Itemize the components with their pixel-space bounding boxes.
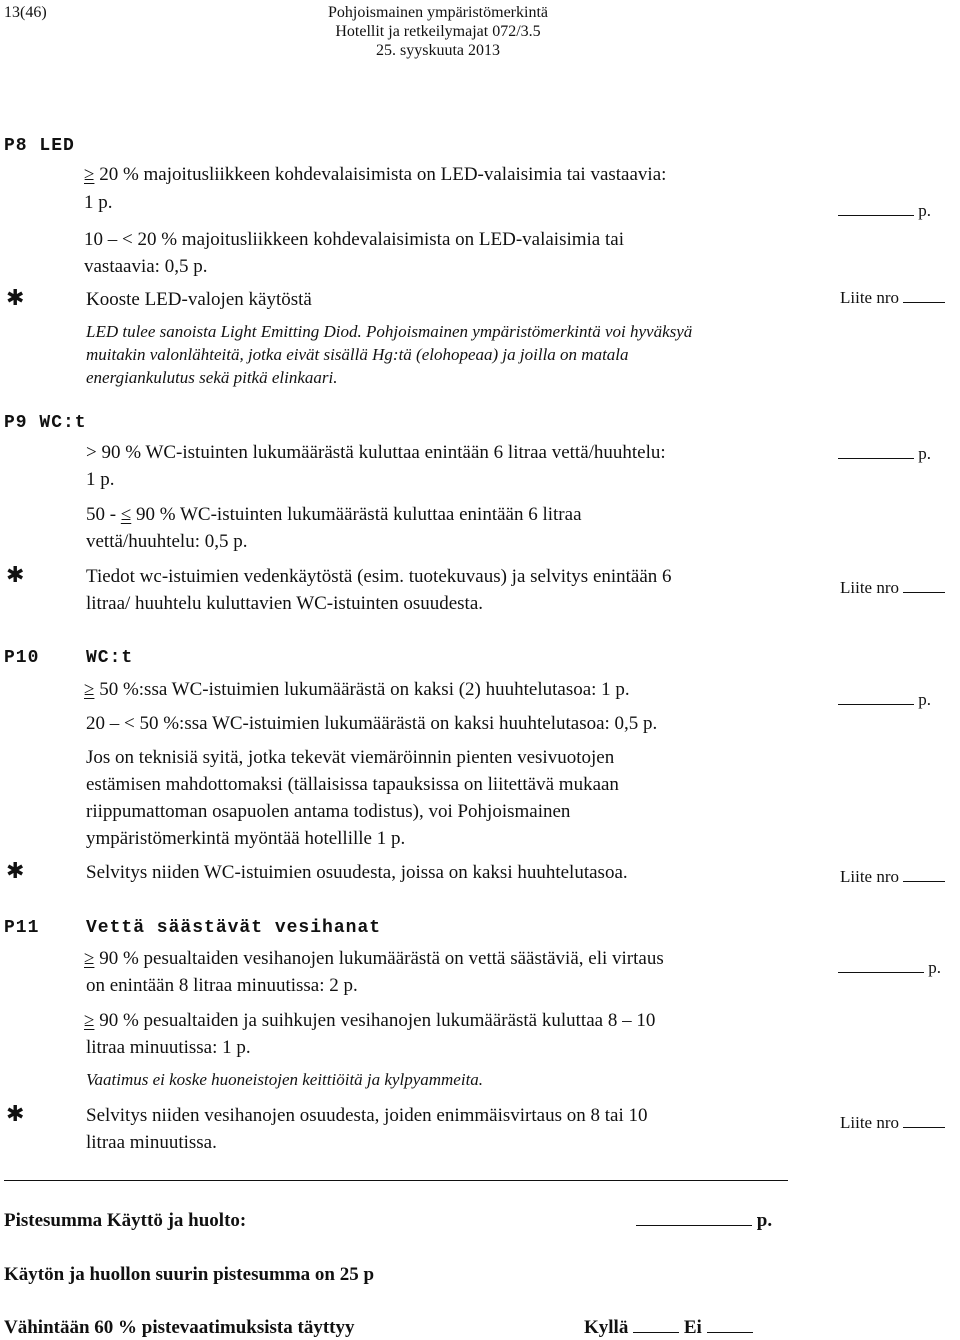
attachment-label: Liite nro bbox=[840, 1113, 900, 1132]
points-suffix: p. bbox=[928, 958, 941, 977]
p8-note-line3: energiankulutus sekä pitkä elinkaari. bbox=[86, 368, 338, 387]
attachment-blank[interactable] bbox=[903, 288, 945, 303]
doc-date: 25. syyskuuta 2013 bbox=[376, 42, 500, 59]
p9-attachment-field[interactable] bbox=[840, 578, 945, 598]
p11-req2-points: litraa minuutissa: 1 p. bbox=[86, 1037, 251, 1058]
section-code-p9: P9 WC:t bbox=[4, 413, 87, 433]
p8-documentation: Kooste LED-valojen käytöstä bbox=[86, 289, 312, 310]
p9-req1: > 90 % WC-istuinten lukumäärästä kuluttaa enintään 6 litraa vettä/huuhtelu: bbox=[86, 442, 666, 463]
score-sum-suffix: p. bbox=[756, 1210, 773, 1231]
section-code-p8: P8 LED bbox=[4, 136, 75, 156]
score-sum-blank[interactable] bbox=[636, 1211, 752, 1226]
ge-symbol: ≥ bbox=[84, 1010, 95, 1031]
points-blank[interactable] bbox=[838, 444, 914, 459]
p9-req2-points: vettä/huuhtelu: 0,5 p. bbox=[86, 531, 248, 552]
score-sum-field[interactable] bbox=[636, 1210, 772, 1232]
p9-req1-points: 1 p. bbox=[86, 469, 115, 490]
points-blank[interactable] bbox=[838, 201, 914, 216]
attachment-label: Liite nro bbox=[840, 288, 900, 307]
ge-symbol: ≥ bbox=[84, 164, 95, 185]
p9-documentation-line2: litraa/ huuhtelu kuluttavien WC-istuinten osuudesta. bbox=[86, 593, 483, 614]
p11-points-field[interactable] bbox=[838, 958, 941, 978]
p11-req1 bbox=[84, 948, 664, 970]
p11-req2-text: 90 % pesualtaiden ja suihkujen vesihanojen lukumäärästä kuluttaa 8 – 10 bbox=[94, 1010, 656, 1031]
p11-documentation-line2: litraa minuutissa. bbox=[86, 1132, 217, 1153]
p11-heading: Vettä säästävät vesihanat bbox=[86, 918, 382, 938]
section-code-p10: P10 bbox=[4, 648, 40, 668]
p9-req2-pre: 50 - bbox=[86, 504, 121, 525]
checkbox-icon: ✱ bbox=[6, 1102, 25, 1127]
no-label: Ei bbox=[683, 1317, 702, 1338]
attachment-blank[interactable] bbox=[903, 1113, 945, 1128]
points-blank[interactable] bbox=[838, 958, 924, 973]
yes-blank[interactable] bbox=[633, 1318, 679, 1333]
checkbox-icon: ✱ bbox=[6, 563, 25, 588]
p10-para-line2: estämisen mahdottomaksi (tällaisissa tapauksissa on liitettävä mukaan bbox=[86, 774, 619, 795]
p11-req2 bbox=[84, 1010, 655, 1032]
attachment-blank[interactable] bbox=[903, 867, 945, 882]
p11-note: Vaatimus ei koske huoneistojen keittiöitä ja kylpyammeita. bbox=[86, 1070, 484, 1089]
p8-attachment-field[interactable] bbox=[840, 288, 945, 308]
le-symbol: ≤ bbox=[120, 504, 132, 525]
p10-para-line1: Jos on teknisiä syitä, jotka tekevät viemäröinnin pienten vesivuotojen bbox=[86, 747, 615, 768]
p9-req2 bbox=[86, 504, 582, 526]
p10-documentation: Selvitys niiden WC-istuimien osuudesta, joissa on kaksi huuhtelutasoa. bbox=[86, 862, 628, 883]
p11-req1-points: on enintään 8 litraa minuutissa: 2 p. bbox=[86, 975, 358, 996]
p10-para-line3: riippumattoman osapuolen antama todistus), voi Pohjoismainen bbox=[86, 801, 571, 822]
max-score-label: Käytön ja huollon suurin pistesumma on 25 p bbox=[4, 1264, 375, 1285]
p8-req1-points: 1 p. bbox=[84, 192, 113, 213]
p9-req2-post: 90 % WC-istuinten lukumäärästä kuluttaa enintään 6 litraa bbox=[131, 504, 582, 525]
p8-note-line1: LED tulee sanoista Light Emitting Diod. Pohjoismainen ympäristömerkintä voi hyväksyä bbox=[86, 322, 693, 341]
min-requirement-label: Vähintään 60 % pistevaatimuksista täyttyy bbox=[4, 1317, 355, 1338]
p8-req2: 10 – < 20 % majoitusliikkeen kohdevalaisimista on LED-valaisimia tai bbox=[84, 229, 624, 250]
points-suffix: p. bbox=[918, 444, 931, 463]
p11-attachment-field[interactable] bbox=[840, 1113, 945, 1133]
yes-no-field[interactable] bbox=[584, 1317, 753, 1339]
p8-req1-text: 20 % majoitusliikkeen kohdevalaisimista on LED-valaisimia tai vastaavia: bbox=[94, 164, 667, 185]
footer-divider bbox=[4, 1180, 788, 1181]
p8-points-field[interactable] bbox=[838, 201, 931, 221]
score-sum-label: Pistesumma Käyttö ja huolto: bbox=[4, 1210, 247, 1231]
points-suffix: p. bbox=[918, 201, 931, 220]
p10-points-field[interactable] bbox=[838, 690, 931, 710]
ge-symbol: ≥ bbox=[84, 679, 95, 700]
p9-points-field[interactable] bbox=[838, 444, 931, 464]
p10-attachment-field[interactable] bbox=[840, 867, 945, 887]
attachment-blank[interactable] bbox=[903, 578, 945, 593]
p10-heading: WC:t bbox=[86, 648, 134, 668]
p9-documentation-line1: Tiedot wc-istuimien vedenkäytöstä (esim. tuotekuvaus) ja selvitys enintään 6 bbox=[86, 566, 672, 587]
p8-req2-points: vastaavia: 0,5 p. bbox=[84, 256, 208, 277]
points-suffix: p. bbox=[918, 690, 931, 709]
p11-documentation-line1: Selvitys niiden vesihanojen osuudesta, joiden enimmäisvirtaus on 8 tai 10 bbox=[86, 1105, 648, 1126]
doc-title: Pohjoismainen ympäristömerkintä bbox=[328, 4, 548, 21]
attachment-label: Liite nro bbox=[840, 867, 900, 886]
checkbox-icon: ✱ bbox=[6, 286, 25, 311]
p10-req1 bbox=[84, 679, 630, 701]
doc-subtitle: Hotellit ja retkeilymajat 072/3.5 bbox=[335, 23, 541, 40]
checkbox-icon: ✱ bbox=[6, 859, 25, 884]
attachment-label: Liite nro bbox=[840, 578, 900, 597]
p11-req1-text: 90 % pesualtaiden vesihanojen lukumäärästä on vettä säästäviä, eli virtaus bbox=[94, 948, 664, 969]
points-blank[interactable] bbox=[838, 690, 914, 705]
page-number: 13(46) bbox=[4, 4, 47, 21]
ge-symbol: ≥ bbox=[84, 948, 95, 969]
p8-req1 bbox=[84, 164, 666, 186]
yes-label: Kyllä bbox=[584, 1317, 629, 1338]
p10-para-line4: ympäristömerkintä myöntää hotellille 1 p. bbox=[86, 828, 406, 849]
section-code-p11: P11 bbox=[4, 918, 40, 938]
p10-req1-text: 50 %:ssa WC-istuimien lukumäärästä on kaksi (2) huuhtelutasoa: 1 p. bbox=[94, 679, 630, 700]
p10-req2: 20 – < 50 %:ssa WC-istuimien lukumäärästä on kaksi huuhtelutasoa: 0,5 p. bbox=[86, 713, 658, 734]
p8-note-line2: muitakin valonlähteitä, jotka eivät sisällä Hg:tä (elohopeaa) ja joilla on matala bbox=[86, 345, 629, 364]
no-blank[interactable] bbox=[707, 1318, 753, 1333]
